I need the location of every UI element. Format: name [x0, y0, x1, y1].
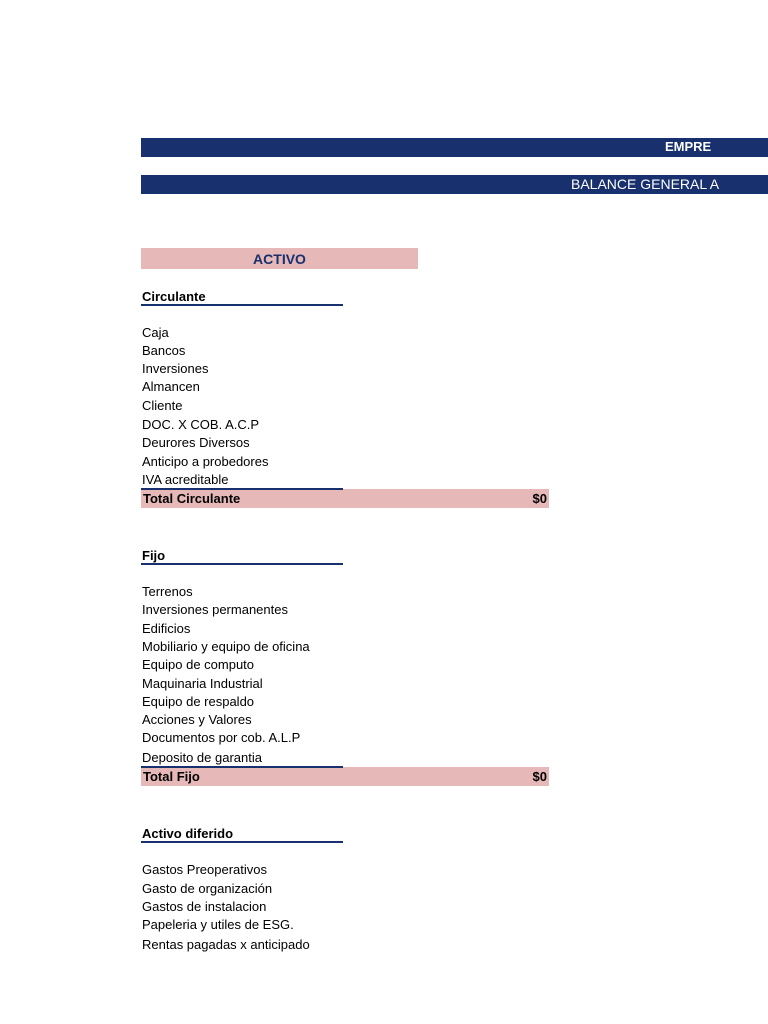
list-item: Caja: [142, 325, 169, 340]
company-name: EMPRE: [665, 139, 712, 154]
total-fijo-row: [141, 767, 549, 786]
total-fijo-value: $0: [532, 769, 547, 784]
list-item: Rentas pagadas x anticipado: [142, 937, 310, 952]
list-item: Bancos: [142, 343, 186, 358]
company-header-bar: [141, 138, 768, 157]
fijo-total-line: [141, 766, 343, 768]
balance-title-bar: [141, 175, 768, 194]
list-item: Deurores Diversos: [142, 435, 250, 450]
list-item: Acciones y Valores: [142, 712, 252, 727]
total-circulante-row: [141, 489, 549, 508]
list-item: Deposito de garantia: [142, 750, 262, 765]
list-item: Gastos Preoperativos: [142, 862, 268, 877]
total-fijo-label: Total Fijo: [143, 769, 200, 784]
diferido-title: Activo diferido: [142, 826, 234, 841]
circulante-underline: [141, 304, 343, 306]
list-item: Maquinaria Industrial: [142, 676, 263, 691]
list-item: DOC. X COB. A.C.P: [142, 417, 260, 432]
list-item: Cliente: [142, 398, 183, 413]
balance-title: BALANCE GENERAL A: [571, 176, 720, 192]
activo-section-header: [141, 248, 418, 269]
list-item: Gastos de instalacion: [142, 899, 267, 914]
list-item: Mobiliario y equipo de oficina: [142, 639, 310, 654]
list-item: Terrenos: [142, 584, 193, 599]
list-item: Inversiones: [142, 361, 209, 376]
list-item: Papeleria y utiles de ESG.: [142, 917, 294, 932]
list-item: Edificios: [142, 621, 191, 636]
total-circulante-value: $0: [532, 491, 547, 506]
list-item: Gasto de organización: [142, 881, 273, 896]
list-item: Almancen: [142, 379, 200, 394]
diferido-underline: [141, 841, 343, 843]
list-item: Documentos por cob. A.L.P: [142, 730, 301, 745]
list-item: Equipo de computo: [142, 657, 255, 672]
fijo-underline: [141, 563, 343, 565]
total-circulante-label: Total Circulante: [143, 491, 241, 506]
list-item: Inversiones permanentes: [142, 602, 288, 617]
list-item: Anticipo a probedores: [142, 454, 269, 469]
circulante-title: Circulante: [142, 289, 206, 304]
circulante-total-line: [141, 488, 343, 490]
activo-label: ACTIVO: [253, 250, 306, 267]
list-item: IVA acreditable: [142, 472, 229, 487]
list-item: Equipo de respaldo: [142, 694, 255, 709]
fijo-title: Fijo: [142, 548, 166, 563]
